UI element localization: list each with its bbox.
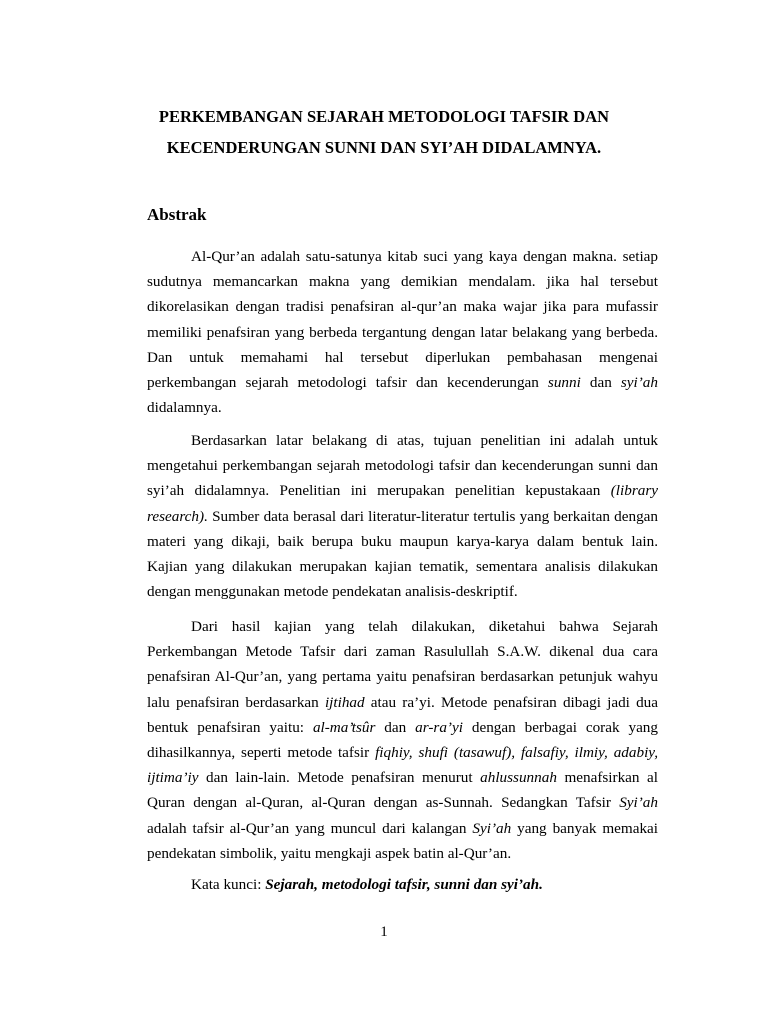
page-number: 1 — [380, 924, 388, 940]
keywords-line — [191, 876, 543, 894]
abstract-paragraph-3: Dari hasil kajian yang telah dilakukan, diketahui bahwa Sejarah Perkembangan Metode Tafsir dari zaman Rasulullah S.A.W. dikenal dua cara penafsiran Al-Qur’an, yang pertama yaitu penafsiran berdasarkan petunjuk wahyu lalu penafsiran berdasarkan ijtihad atau ra’yi. Metode penafsiran dibagi jadi dua bentuk penafsiran yaitu: al-ma’tsûr dan ar-ra’yi dengan berbagai corak yang dihasilkannya, seperti metode tafsir fiqhiy, shufi (tasawuf), falsafiy, ilmiy, adabiy, ijtima’iy dan lain-lain. Metode penafsiran menurut ahlussunnah menafsirkan al Quran dengan al-Quran, al-Quran dengan as-Sunnah. Sedangkan Tafsir Syi’ah adalah tafsir al-Qur’an yang muncul dari kalangan Syi’ah yang banyak memakai pendekatan simbolik, yaitu mengkaji aspek batin al-Qur’an. — [147, 618, 659, 862]
abstract-paragraph-2: Berdasarkan latar belakang di atas, tujuan penelitian ini adalah untuk mengetahui perkembangan sejarah metodologi tafsir dan kecenderungan sunni dan syi’ah didalamnya. Penelitian ini merupakan penelitian kepustakaan (library research). Sumber data berasal dari literatur-literatur tertulis yang berkaitan dengan materi yang dikaji, baik berupa buku maupun karya-karya dalam bentuk lain. Kajian yang dilakukan merupakan kajian tematik, sementara analisis dilakukan dengan menggunakan metode pendekatan analisis-deskriptif. — [147, 432, 658, 601]
title-line-2: KECENDERUNGAN SUNNI DAN SYI’AH DIDALAMNYA. — [166, 138, 602, 157]
abstract-heading: Abstrak — [147, 205, 207, 224]
abstract-paragraph-1: Al-Qur’an adalah satu-satunya kitab suci yang kaya dengan makna. setiap sudutnya memancarkan makna yang demikian mendalam. jika hal tersebut dikorelasikan dengan tradisi penafsiran al-qur’an maka wajar jika para mufassir memiliki penafsiran yang berbeda tergantung dengan latar belakang yang berbeda. Dan untuk memahami hal tersebut diperlukan pembahasan mengenai perkembangan sejarah metodologi tafsir dan kecenderungan sunni dan syi’ah didalamnya. — [147, 248, 658, 417]
keywords-text: Sejarah, metodologi tafsir, sunni dan syi’ah. — [265, 876, 543, 893]
title-line-1: PERKEMBANGAN SEJARAH METODOLOGI TAFSIR DAN — [158, 107, 610, 126]
document-title — [100, 101, 668, 163]
keywords-label: Kata kunci: — [191, 876, 266, 893]
